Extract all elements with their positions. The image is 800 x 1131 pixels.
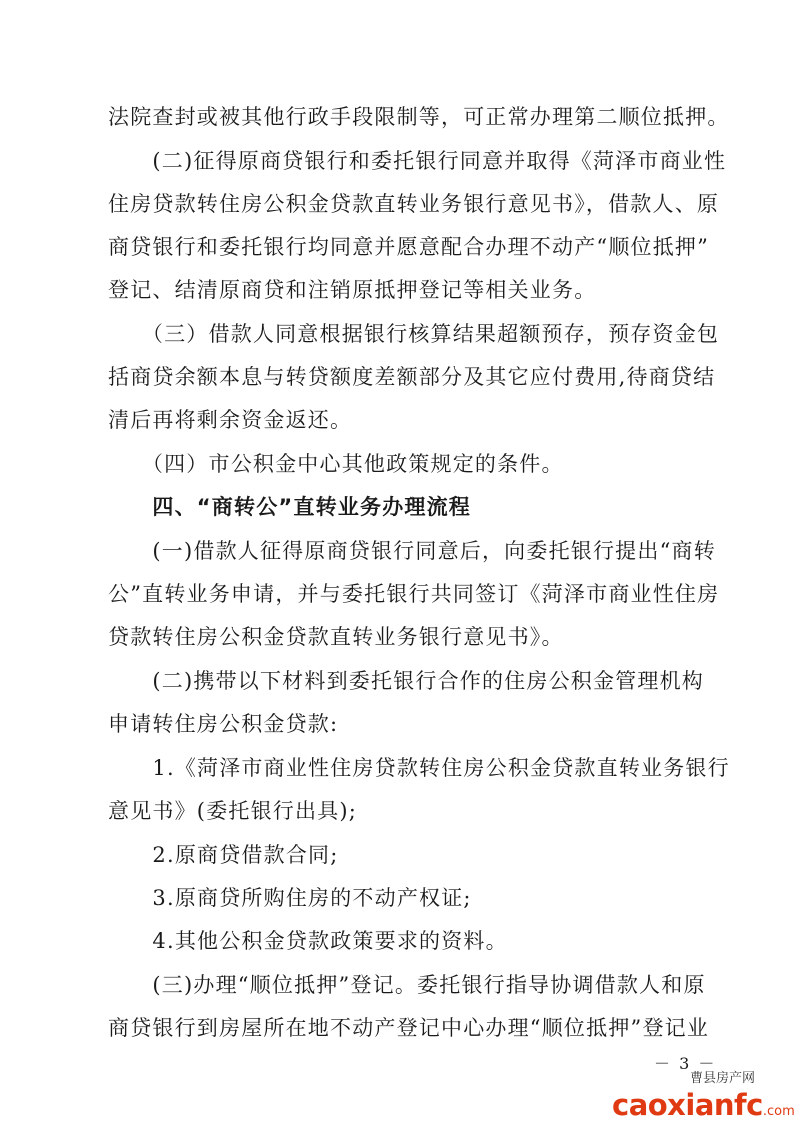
text-line: (二)携带以下材料到委托银行合作的住房公积金管理机构 [108,669,704,693]
text-line: (二)征得原商贷银行和委托银行同意并取得《菏泽市商业性 [108,149,727,173]
text-line: (一)借款人征得原商贷银行同意后，向委托银行提出“商转 [108,539,716,563]
text-line: 商贷银行和委托银行均同意并愿意配合办理不动产“顺位抵押” [108,235,710,259]
text-line: 申请转住房公积金贷款: [108,712,339,736]
text-line: 3.原商贷所购住房的不动产权证; [108,886,472,910]
text-line: 法院查封或被其他行政手段限制等，可正常办理第二顺位抵押。 [108,105,730,129]
text-line: 2.原商贷借款合同; [108,843,339,867]
watermark-site-name: 曹县房产网 [690,1071,756,1086]
section-heading: 四、“商转公”直转业务办理流程 [108,495,472,519]
text-line: 贷款转住房公积金贷款直转业务银行意见书》。 [108,625,564,649]
text-line: 商贷银行到房屋所在地不动产登记中心办理“顺位抵押”登记业 [108,1016,710,1040]
text-line: 括商贷余额本息与转贷额度差额部分及其它应付费用,待商贷结 [108,365,716,389]
text-line: 意见书》(委托银行出具); [108,799,358,823]
text-line: 1.《菏泽市商业性住房贷款转住房公积金贷款直转业务银行 [108,756,730,780]
watermark-domain [612,1087,795,1130]
text-line: 清后再将剩余资金返还。 [108,408,353,432]
text-line: 登记、结清原商贷和注销原抵押登记等相关业务。 [108,278,597,302]
text-line: 住房贷款转住房公积金贷款直转业务银行意见书》，借款人、原 [108,192,720,216]
text-line: 公”直转业务申请，并与委托银行共同签订《菏泽市商业性住房 [108,582,720,606]
text-line: （四）市公积金中心其他政策规定的条件。 [108,452,564,476]
watermark-domain-main: caoxianfc [612,1088,763,1122]
page-number: － 3 － [654,1054,717,1073]
text-line: 4.其他公积金贷款政策要求的资料。 [108,929,508,953]
text-line: (三)办理“顺位抵押”登记。委托银行指导协调借款人和原 [108,973,706,997]
watermark-domain-suffix: .com [762,1104,795,1119]
text-line: （三）借款人同意根据银行核算结果超额预存，预存资金包 [108,322,720,346]
